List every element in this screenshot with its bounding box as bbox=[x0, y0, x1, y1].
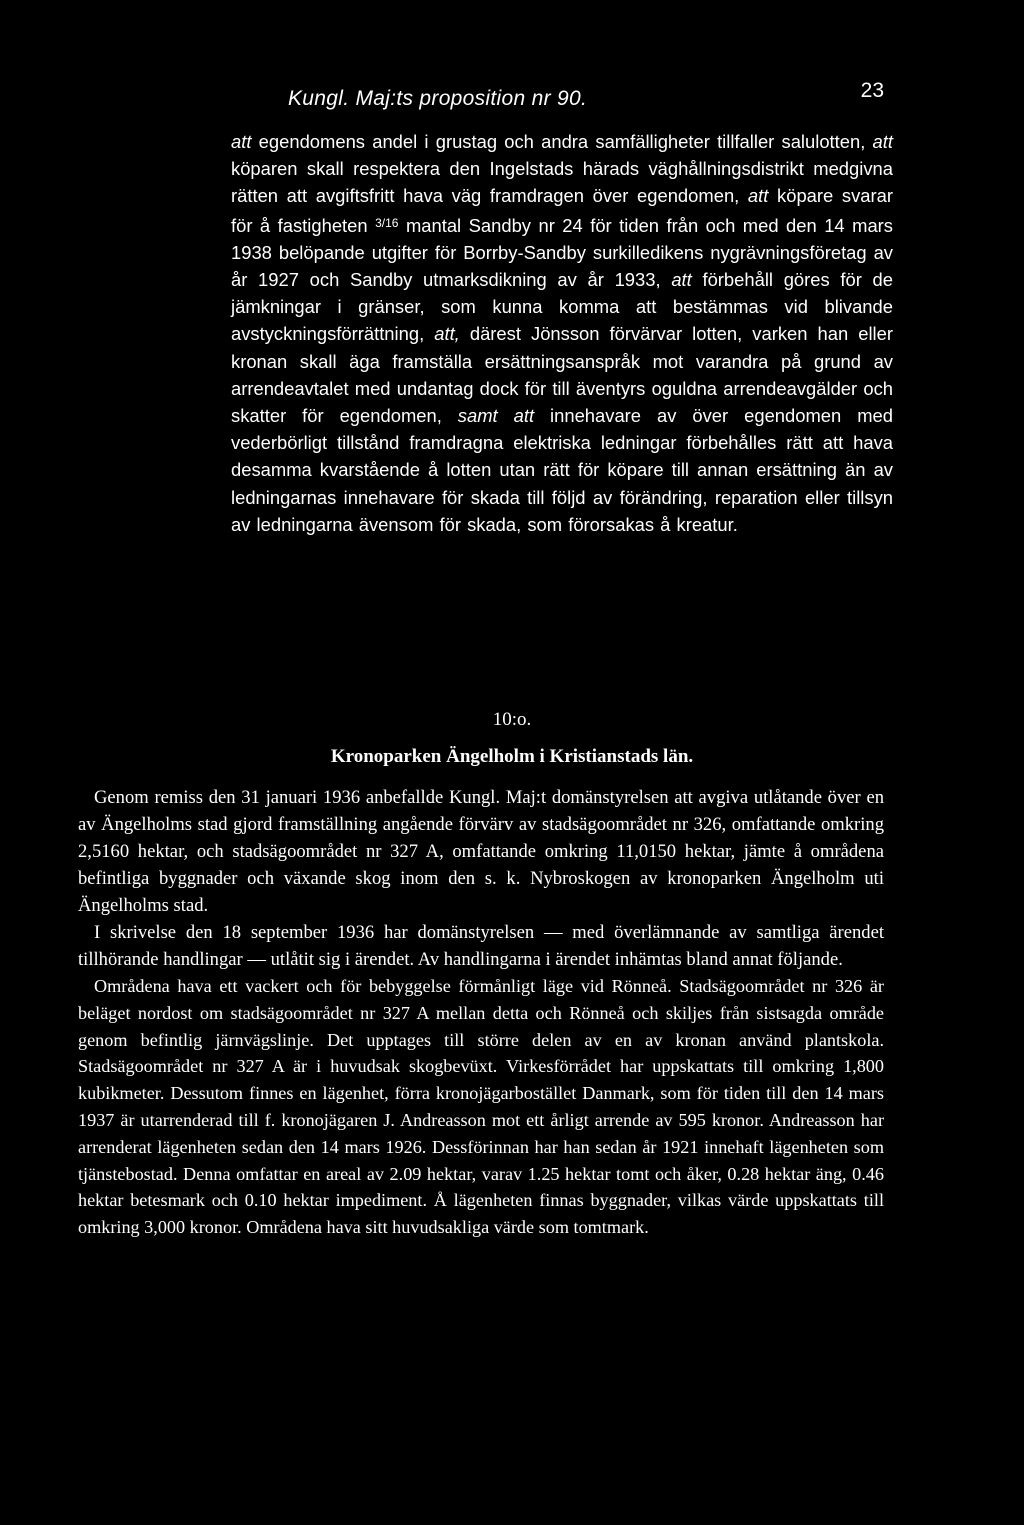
running-title: Kungl. Maj:ts proposition nr 90. bbox=[288, 87, 588, 110]
page-number: 23 bbox=[860, 79, 884, 102]
paragraph: I skrivelse den 18 september 1936 har domänstyrelsen — med överlämnande av samtliga ärendet tillhörande handlingar — utlåtit sig i ärendet. Av handlingarna i ärendet inhämtas bland annat följande. bbox=[78, 922, 884, 970]
fraction-numerator: 3 bbox=[375, 215, 382, 230]
clause-keyword: att bbox=[671, 269, 692, 291]
body-text bbox=[78, 784, 884, 1241]
clause-keyword: att bbox=[872, 131, 893, 152]
contract-clauses bbox=[231, 128, 893, 538]
clause-keyword: samt att bbox=[457, 405, 535, 427]
clause-keyword: att bbox=[231, 131, 252, 152]
clause-text: därest Jönsson förvärvar lotten, varken han eller kronan skall äga framställa ersättningsanspråk mot varandra på grund av arrendeavtalet med undantag dock för till äventyrs oguldna arrendeavgälder och skatter för egendomen, bbox=[231, 323, 893, 427]
clause-text: köparen skall respektera den Ingelstads härads väghållningsdistrikt medgivna rätten att avgiftsfritt hava väg framdragen över egendomen, bbox=[231, 158, 893, 207]
clause-keyword: att bbox=[747, 185, 769, 207]
page-header bbox=[288, 79, 884, 116]
section-number: 10:o. bbox=[492, 709, 532, 730]
fraction-denominator: /16 bbox=[381, 215, 399, 230]
paragraph: Områdena hava ett vackert och för bebyggelse förmånligt läge vid Rönneå. Stadsägoområdet nr 326 är beläget nordost om stadsägoområdet nr 327 A mellan detta och Rönneå och skiljes från sistsagda område genom befintlig järnvägslinje. Det upptages till större delen av en av kronan använd plantskola. Stadsägoområdet nr 327 A är i huvudsak skogbevüxt. Virkesförrådet har uppskattats till omkring 1,800 kubikmeter. Dessutom finnes en lägenhet, förra kronojägarbostället Danmark, som för tiden till den 14 mars 1937 är utarrenderad till f. kronojägaren J. Andreasson mot ett årligt arrende av 595 kronor. Andreasson har arrenderat lägenheten sedan den 14 mars 1926. Dessförinnan har han sedan år 1921 innehaft lägenheten som tjänstebostad. Denna omfattar en areal av 2.09 hektar, varav 1.25 hektar tomt och åker, 0.28 hektar äng, 0.46 hektar betesmark och 0.10 hektar impediment. Å lägenheten finnas byggnader, vilkas värde uppskattats till omkring 3,000 kronor. Områdena hava sitt huvudsakliga värde som tomtmark. bbox=[78, 976, 884, 1238]
clause-text: förbehåll göres för de jämkningar i gränser, som kunna komma att bestämmas vid blivande avstyckningsförrättning, bbox=[231, 269, 893, 345]
clause-keyword: att, bbox=[434, 323, 460, 345]
clause-text: mantal Sandby nr 24 för tiden från och med den 14 mars 1938 belöpande utgifter för Borrby-Sandby surkilledikens nygrävningsföretag av år 1927 och Sandby utmarksdikning av år 1933, bbox=[231, 214, 893, 291]
section-title: Kronoparken Ängelholm i Kristianstads län. bbox=[330, 746, 694, 767]
clause-text: köpare svarar för å fastigheten bbox=[231, 185, 893, 236]
paragraph: Genom remiss den 31 januari 1936 anbefallde Kungl. Maj:t domänstyrelsen att avgiva utlåtande över en av Ängelholms stad gjord framställning angående förvärv av stadsägoområdet nr 326, omfattande omkring 2,5160 hektar, och stadsägoområdet nr 327 A, omfattande omkring 11,0150 hektar, jämte å områdena befintliga byggnader och växande skog inom den s. k. Nybroskogen av kronoparken Ängelholm uti Ängelholms stad. bbox=[78, 787, 884, 916]
clause-text: egendomens andel i grustag och andra samfälligheter tillfaller salulotten, bbox=[251, 131, 873, 152]
clause-text: innehavare av över egendomen med vederbörligt tillstånd framdragna elektriska ledningar förbehålles rätt att hava desamma kvarstående å lotten utan rätt för köpare till annan ersättning än av ledningarnas innehavare för skada till följd av förändring, reparation eller tillsyn av ledningarna ävensom för skada, som förorsakas å kreatur. bbox=[231, 405, 893, 535]
